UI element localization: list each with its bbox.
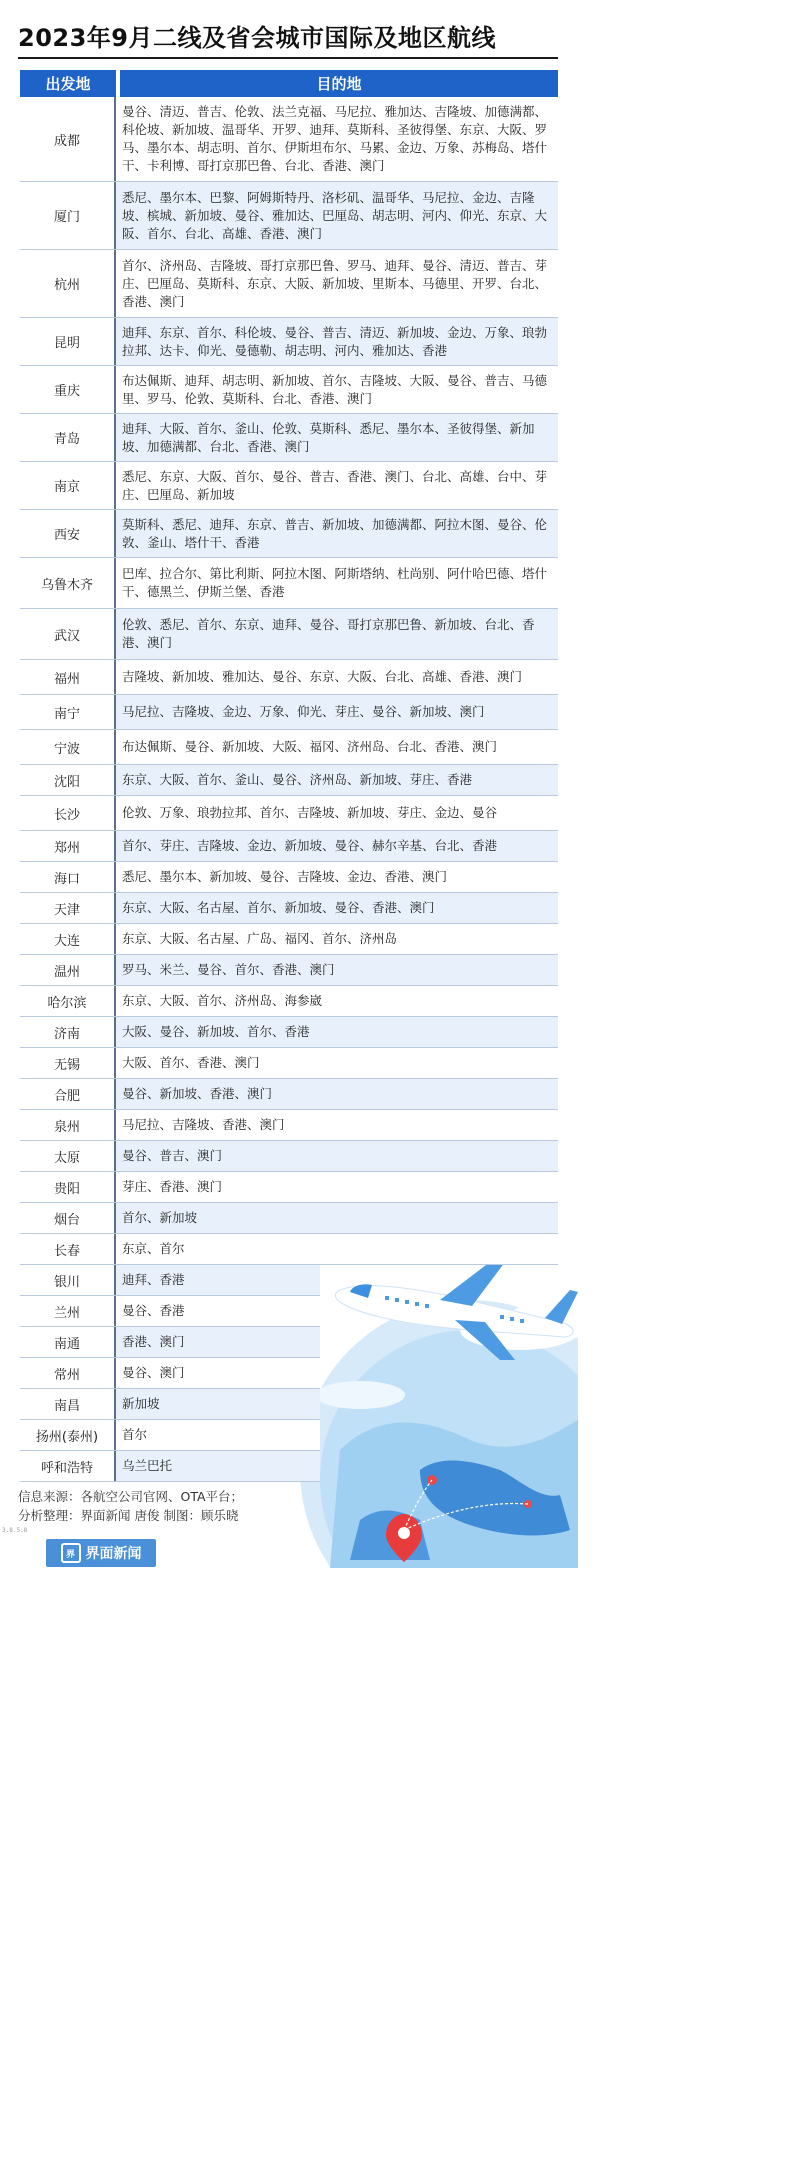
origin-city: 济南 bbox=[20, 1017, 116, 1047]
origin-city: 杭州 bbox=[20, 250, 116, 317]
destination-list: 首尔 bbox=[116, 1420, 320, 1450]
destination-list: 布达佩斯、迪拜、胡志明、新加坡、首尔、吉隆坡、大阪、曼谷、普吉、马德里、罗马、伦敦、莫斯科、台北、香港、澳门 bbox=[116, 366, 558, 413]
destination-list: 马尼拉、吉隆坡、香港、澳门 bbox=[116, 1110, 558, 1140]
origin-city: 福州 bbox=[20, 660, 116, 694]
table-row bbox=[20, 97, 558, 182]
destination-list: 曼谷、香港 bbox=[116, 1296, 320, 1326]
origin-city: 贵阳 bbox=[20, 1172, 116, 1202]
table-row bbox=[20, 695, 558, 730]
destination-list: 曼谷、清迈、普吉、伦敦、法兰克福、马尼拉、雅加达、吉隆坡、加德满都、科伦坡、新加坡、温哥华、开罗、迪拜、莫斯科、圣彼得堡、东京、大阪、罗马、墨尔本、胡志明、首尔、伊斯坦布尔、马累、金边、万象、苏梅岛、塔什干、卡利博、哥打京那巴鲁、台北、香港、澳门 bbox=[116, 97, 558, 181]
destination-list: 首尔、济州岛、吉隆坡、哥打京那巴鲁、罗马、迪拜、曼谷、清迈、普吉、芽庄、巴厘岛、莫斯科、东京、大阪、新加坡、里斯本、马德里、开罗、台北、香港、澳门 bbox=[116, 250, 558, 317]
destination-list: 曼谷、新加坡、香港、澳门 bbox=[116, 1079, 558, 1109]
credit-note: 分析整理：界面新闻 唐俊 制图：顾乐晓 bbox=[18, 1508, 239, 1523]
table-row bbox=[20, 862, 558, 893]
origin-city: 宁波 bbox=[20, 730, 116, 764]
destination-list: 巴库、拉合尔、第比利斯、阿拉木图、阿斯塔纳、杜尚别、阿什哈巴德、塔什干、德黑兰、伊斯兰堡、香港 bbox=[116, 558, 558, 608]
destination-list: 东京、大阪、首尔、济州岛、海参崴 bbox=[116, 986, 558, 1016]
origin-city: 烟台 bbox=[20, 1203, 116, 1233]
table-row bbox=[20, 831, 558, 862]
destination-list: 布达佩斯、曼谷、新加坡、大阪、福冈、济州岛、台北、香港、澳门 bbox=[116, 730, 558, 764]
side-code: 3.8.5.8 bbox=[2, 1527, 28, 1534]
table-row bbox=[20, 796, 558, 831]
origin-city: 长春 bbox=[20, 1234, 116, 1264]
table-row bbox=[20, 609, 558, 660]
destination-list: 东京、大阪、名古屋、广岛、福冈、首尔、济州岛 bbox=[116, 924, 558, 954]
table-row bbox=[20, 1451, 320, 1482]
origin-city: 南昌 bbox=[20, 1389, 116, 1419]
header-origin: 出发地 bbox=[20, 70, 116, 97]
destination-list: 首尔、芽庄、吉隆坡、金边、新加坡、曼谷、赫尔辛基、台北、香港 bbox=[116, 831, 558, 861]
table-row bbox=[20, 462, 558, 510]
origin-city: 兰州 bbox=[20, 1296, 116, 1326]
brand-name: 界面新闻 bbox=[85, 1546, 142, 1562]
origin-city: 大连 bbox=[20, 924, 116, 954]
table-row bbox=[20, 730, 558, 765]
origin-city: 重庆 bbox=[20, 366, 116, 413]
origin-city: 乌鲁木齐 bbox=[20, 558, 116, 608]
page-title: 2023年9月二线及省会城市国际及地区航线 bbox=[18, 24, 496, 52]
table-row bbox=[20, 955, 558, 986]
destination-list: 新加坡 bbox=[116, 1389, 320, 1419]
origin-city: 太原 bbox=[20, 1141, 116, 1171]
origin-city: 厦门 bbox=[20, 182, 116, 249]
table-row bbox=[20, 893, 558, 924]
table-row bbox=[20, 1389, 320, 1420]
table-row bbox=[20, 1203, 558, 1234]
destination-list: 悉尼、墨尔本、新加坡、曼谷、吉隆坡、金边、香港、澳门 bbox=[116, 862, 558, 892]
table-row bbox=[20, 765, 558, 796]
origin-city: 海口 bbox=[20, 862, 116, 892]
table-row bbox=[20, 924, 558, 955]
source-note: 信息来源：各航空公司官网、OTA平台； bbox=[18, 1489, 244, 1504]
origin-city: 扬州(泰州) bbox=[20, 1420, 116, 1450]
origin-city: 南宁 bbox=[20, 695, 116, 729]
origin-city: 长沙 bbox=[20, 796, 116, 830]
origin-city: 南京 bbox=[20, 462, 116, 509]
origin-city: 天津 bbox=[20, 893, 116, 923]
table-row bbox=[20, 1234, 558, 1265]
destination-list: 伦敦、万象、琅勃拉邦、首尔、吉隆坡、新加坡、芽庄、金边、曼谷 bbox=[116, 796, 558, 830]
table-row bbox=[20, 366, 558, 414]
origin-city: 西安 bbox=[20, 510, 116, 557]
table-row bbox=[20, 1048, 558, 1079]
origin-city: 昆明 bbox=[20, 318, 116, 365]
destination-list: 迪拜、大阪、首尔、釜山、伦敦、莫斯科、悉尼、墨尔本、圣彼得堡、新加坡、加德满都、台北、香港、澳门 bbox=[116, 414, 558, 461]
header-destination: 目的地 bbox=[120, 70, 558, 97]
destination-list: 香港、澳门 bbox=[116, 1327, 320, 1357]
origin-city: 青岛 bbox=[20, 414, 116, 461]
table-row bbox=[20, 318, 558, 366]
title-divider bbox=[18, 57, 558, 59]
destination-list: 悉尼、墨尔本、巴黎、阿姆斯特丹、洛杉矶、温哥华、马尼拉、金边、吉隆坡、槟城、新加坡、曼谷、雅加达、巴厘岛、胡志明、河内、仰光、东京、大阪、首尔、台北、高雄、香港、澳门 bbox=[116, 182, 558, 249]
destination-list: 大阪、曼谷、新加坡、首尔、香港 bbox=[116, 1017, 558, 1047]
footer-credits bbox=[18, 1487, 243, 1525]
table-row bbox=[20, 1358, 320, 1389]
table-row bbox=[20, 250, 558, 318]
table-row bbox=[20, 182, 558, 250]
origin-city: 呼和浩特 bbox=[20, 1451, 116, 1481]
origin-city: 郑州 bbox=[20, 831, 116, 861]
destination-list: 罗马、米兰、曼谷、首尔、香港、澳门 bbox=[116, 955, 558, 985]
destination-list: 曼谷、普吉、澳门 bbox=[116, 1141, 558, 1171]
destination-list: 曼谷、澳门 bbox=[116, 1358, 320, 1388]
origin-city: 成都 bbox=[20, 97, 116, 181]
table-row bbox=[20, 1141, 558, 1172]
origin-city: 泉州 bbox=[20, 1110, 116, 1140]
destination-list: 大阪、首尔、香港、澳门 bbox=[116, 1048, 558, 1078]
destination-list: 芽庄、香港、澳门 bbox=[116, 1172, 558, 1202]
destination-list: 伦敦、悉尼、首尔、东京、迪拜、曼谷、哥打京那巴鲁、新加坡、台北、香港、澳门 bbox=[116, 609, 558, 659]
origin-city: 常州 bbox=[20, 1358, 116, 1388]
destination-list: 迪拜、东京、首尔、科伦坡、曼谷、普吉、清迈、新加坡、金边、万象、琅勃拉邦、达卡、仰光、曼德勒、胡志明、河内、雅加达、香港 bbox=[116, 318, 558, 365]
destination-list: 莫斯科、悉尼、迪拜、东京、普吉、新加坡、加德满都、阿拉木图、曼谷、伦敦、釜山、塔什干、香港 bbox=[116, 510, 558, 557]
brand-logo-icon: 界 bbox=[61, 1543, 81, 1563]
table-row bbox=[20, 1017, 558, 1048]
table-row bbox=[20, 660, 558, 695]
origin-city: 哈尔滨 bbox=[20, 986, 116, 1016]
origin-city: 银川 bbox=[20, 1265, 116, 1295]
table-row bbox=[20, 414, 558, 462]
destination-list: 东京、大阪、首尔、釜山、曼谷、济州岛、新加坡、芽庄、香港 bbox=[116, 765, 558, 795]
destination-list: 乌兰巴托 bbox=[116, 1451, 320, 1481]
destination-list: 悉尼、东京、大阪、首尔、曼谷、普吉、香港、澳门、台北、高雄、台中、芽庄、巴厘岛、新加坡 bbox=[116, 462, 558, 509]
table-row bbox=[20, 1420, 320, 1451]
origin-city: 合肥 bbox=[20, 1079, 116, 1109]
origin-city: 南通 bbox=[20, 1327, 116, 1357]
table-row bbox=[20, 510, 558, 558]
destination-list: 首尔、新加坡 bbox=[116, 1203, 558, 1233]
destination-list: 东京、大阪、名古屋、首尔、新加坡、曼谷、香港、澳门 bbox=[116, 893, 558, 923]
origin-city: 温州 bbox=[20, 955, 116, 985]
destination-list: 迪拜、香港 bbox=[116, 1265, 320, 1295]
origin-city: 沈阳 bbox=[20, 765, 116, 795]
table-header bbox=[20, 70, 558, 97]
origin-city: 武汉 bbox=[20, 609, 116, 659]
table-row bbox=[20, 1110, 558, 1141]
table-row bbox=[20, 558, 558, 609]
table-row bbox=[20, 1265, 320, 1296]
table-body bbox=[20, 97, 558, 1482]
table-row bbox=[20, 1079, 558, 1110]
table-row bbox=[20, 1172, 558, 1203]
destination-list: 吉隆坡、新加坡、雅加达、曼谷、东京、大阪、台北、高雄、香港、澳门 bbox=[116, 660, 558, 694]
origin-city: 无锡 bbox=[20, 1048, 116, 1078]
destination-list: 东京、首尔 bbox=[116, 1234, 558, 1264]
table-row bbox=[20, 1296, 320, 1327]
table-row bbox=[20, 1327, 320, 1358]
routes-table bbox=[20, 70, 558, 1482]
destination-list: 马尼拉、吉隆坡、金边、万象、仰光、芽庄、曼谷、新加坡、澳门 bbox=[116, 695, 558, 729]
brand-badge bbox=[46, 1539, 156, 1567]
table-row bbox=[20, 986, 558, 1017]
